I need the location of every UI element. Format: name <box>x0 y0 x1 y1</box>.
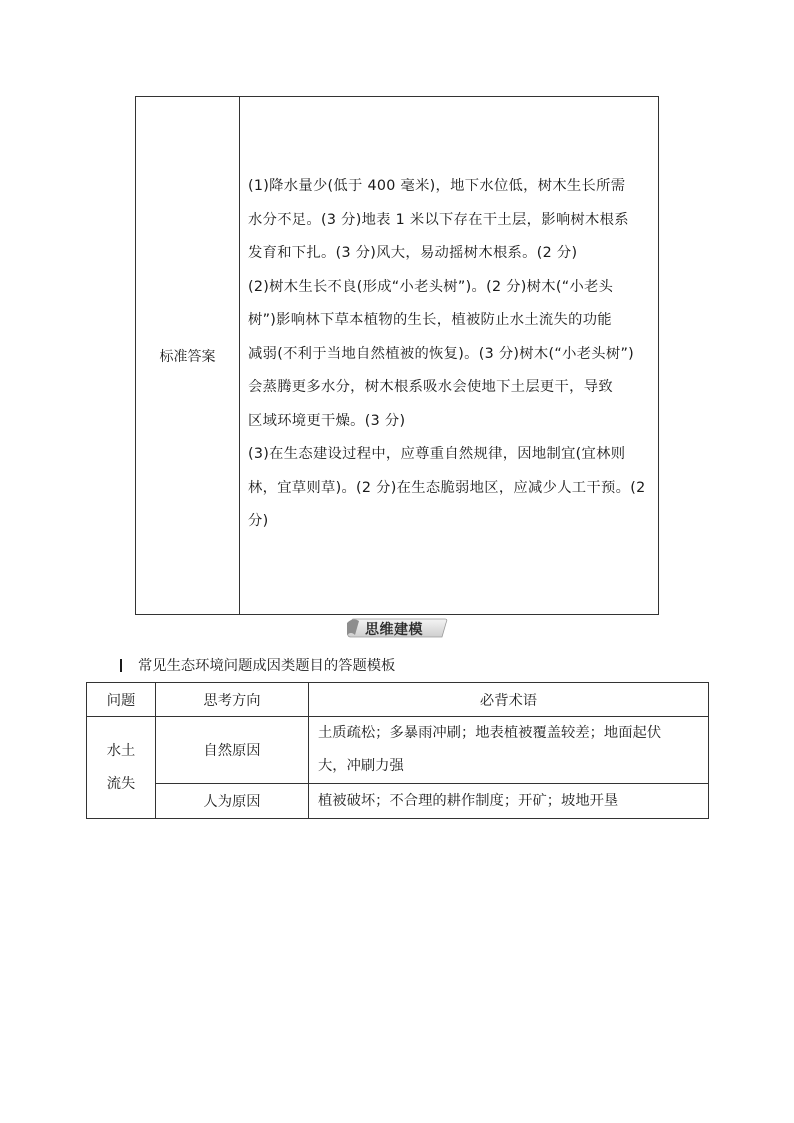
answer-label: 标准答案 <box>159 348 216 365</box>
terms-line: 土质疏松；多暴雨冲刷；地表植被覆盖较差；地面起伏 <box>318 725 662 741</box>
header-terms: 必背术语 <box>309 683 709 717</box>
table-header-row <box>87 683 709 717</box>
issue-line: 流失 <box>106 775 136 792</box>
template-heading <box>120 655 395 675</box>
terms-cell: 植被破坏；不合理的耕作制度；开矿；坡地开垦 <box>309 784 709 819</box>
answer-line: 发育和下扎。(3 分)风大，易动摇树木根系。(2 分) <box>248 245 578 261</box>
answer-line: 减弱(不利于当地自然植被的恢复)。(3 分)树木(“小老头树”) <box>248 345 635 362</box>
answer-table <box>135 96 659 615</box>
answer-line: 林，宜草则草)。(2 分)在生态脆弱地区，应减少人工干预。(2 <box>248 479 646 496</box>
table-row <box>87 717 709 784</box>
answer-line: 分) <box>248 513 269 529</box>
answer-content-cell <box>240 97 658 614</box>
banner-title: 思维建模 <box>365 622 423 638</box>
template-table <box>86 682 709 819</box>
direction-cell: 人为原因 <box>156 784 309 819</box>
heading-marker <box>120 659 122 672</box>
table-row <box>87 784 709 819</box>
template-heading-text: 常见生态环境问题成因类题目的答题模板 <box>138 658 396 674</box>
issue-line: 水土 <box>106 742 136 759</box>
answer-line: 会蒸腾更多水分，树木根系吸水会使地下土层更干，导致 <box>248 379 613 395</box>
answer-line: 树”)影响林下草本植物的生长，植被防止水土流失的功能 <box>248 312 612 328</box>
terms-line: 大，冲刷力强 <box>318 758 404 774</box>
answer-line: 水分不足。(3 分)地表 1 米以下存在干土层，影响树木根系 <box>248 211 629 228</box>
answer-line: (2)树木生长不良(形成“小老头树”)。(2 分)树木(“小老头 <box>248 278 614 295</box>
answer-line: 区域环境更干燥。(3 分) <box>248 412 406 429</box>
answer-label-cell <box>136 97 240 614</box>
section-banner <box>345 617 448 639</box>
header-issue: 问题 <box>87 683 156 717</box>
direction-cell: 自然原因 <box>156 717 309 784</box>
issue-cell <box>87 717 156 819</box>
header-direction: 思考方向 <box>156 683 309 717</box>
answer-line: (1)降水量少(低于 400 毫米)，地下水位低，树木生长所需 <box>248 178 626 194</box>
answer-line: (3)在生态建设过程中，应尊重自然规律，因地制宜(宜林则 <box>248 446 626 462</box>
terms-cell <box>309 717 709 784</box>
